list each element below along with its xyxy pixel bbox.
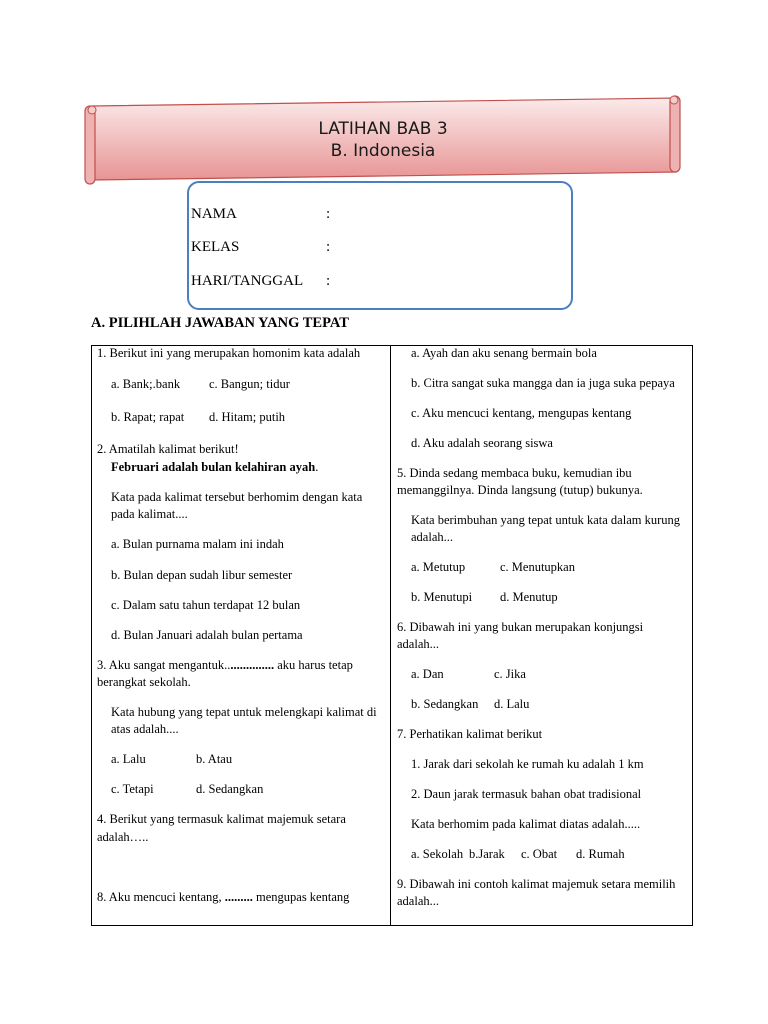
q3-text-a: 3. Aku sangat mengantuk.. bbox=[97, 658, 231, 672]
identity-label: KELAS bbox=[191, 239, 240, 255]
q7-option-a: a. Sekolah bbox=[411, 847, 464, 861]
question-6-line-2: adalah... bbox=[397, 637, 439, 651]
q3-text-c: aku harus tetap bbox=[274, 658, 353, 672]
q7-option-b: b.Jarak bbox=[469, 847, 505, 861]
q5-option-d: d. Menutup bbox=[500, 590, 558, 604]
identity-label: HARI/TANGGAL bbox=[191, 273, 304, 289]
q6-option-b: b. Sedangkan bbox=[411, 697, 479, 711]
identity-box bbox=[187, 181, 573, 310]
question-5-line-2: memanggilnya. Dinda langsung (tutup) bukunya. bbox=[397, 483, 643, 497]
identity-row-nama bbox=[191, 205, 331, 223]
question-6-line-1: 6. Dibawah ini yang bukan merupakan konjungsi bbox=[397, 620, 644, 634]
question-9-line-1: 9. Dibawah ini contoh kalimat majemuk setara memilih bbox=[397, 877, 676, 891]
q7-instruction: Kata berhomim pada kalimat diatas adalah..... bbox=[411, 817, 641, 831]
question-3-line-2: berangkat sekolah. bbox=[97, 675, 191, 689]
question-4-line-1: 4. Berikut yang termasuk kalimat majemuk setara bbox=[97, 812, 346, 826]
q2-option-d: d. Bulan Januari adalah bulan pertama bbox=[111, 628, 303, 642]
section-heading: A. PILIHLAH JAWABAN YANG TEPAT bbox=[91, 315, 349, 331]
q5-option-a: a. Metutup bbox=[411, 560, 466, 574]
q4-option-d: d. Aku adalah seorang siswa bbox=[411, 436, 553, 450]
q8-text-c: mengupas kentang bbox=[252, 890, 350, 904]
q5-instruction-line-2: adalah... bbox=[411, 530, 453, 544]
q2-sentence-bold: Februari adalah bulan kelahiran ayah bbox=[111, 460, 316, 474]
q7-option-d: d. Rumah bbox=[576, 847, 625, 861]
identity-colon: : bbox=[326, 206, 331, 222]
title-line-1: LATIHAN BAB 3 bbox=[318, 119, 448, 139]
q4-option-b: b. Citra sangat suka mangga dan ia juga suka pepaya bbox=[411, 376, 675, 390]
q4-option-a: a. Ayah dan aku senang bermain bola bbox=[411, 346, 597, 360]
question-1: 1. Berikut ini yang merupakan homonim kata adalah bbox=[97, 346, 361, 360]
q3-option-a: a. Lalu bbox=[111, 752, 146, 766]
identity-row-kelas bbox=[191, 238, 331, 256]
question-9-line-2: adalah... bbox=[397, 894, 439, 908]
q2-option-c: c. Dalam satu tahun terdapat 12 bulan bbox=[111, 598, 301, 612]
question-3-line-1 bbox=[97, 657, 353, 674]
q8-text-a: 8. Aku mencuci kentang, bbox=[97, 890, 225, 904]
q7-item-2: 2. Daun jarak termasuk bahan obat tradisional bbox=[411, 787, 642, 801]
q3-instruction-line-1: Kata hubung yang tepat untuk melengkapi kalimat di bbox=[111, 705, 377, 719]
q2-option-b: b. Bulan depan sudah libur semester bbox=[111, 568, 293, 582]
identity-colon: : bbox=[326, 239, 331, 255]
question-7: 7. Perhatikan kalimat berikut bbox=[397, 727, 543, 741]
q5-option-c: c. Menutupkan bbox=[500, 560, 575, 574]
q3-option-d: d. Sedangkan bbox=[196, 782, 264, 796]
q5-instruction-line-1: Kata berimbuhan yang tepat untuk kata dalam kurung bbox=[411, 513, 681, 527]
question-5-line-1: 5. Dinda sedang membaca buku, kemudian ibu bbox=[397, 466, 632, 480]
question-8 bbox=[97, 889, 349, 906]
q3-blank: .............. bbox=[230, 658, 275, 672]
question-2: 2. Amatilah kalimat berikut! bbox=[97, 442, 239, 456]
q1-option-d: d. Hitam; putih bbox=[209, 410, 286, 424]
q2-option-a: a. Bulan purnama malam ini indah bbox=[111, 537, 284, 551]
q6-option-d: d. Lalu bbox=[494, 697, 530, 711]
q3-instruction-line-2: atas adalah.... bbox=[111, 722, 179, 736]
q7-option-c: c. Obat bbox=[521, 847, 558, 861]
q6-option-c: c. Jika bbox=[494, 667, 526, 681]
identity-colon: : bbox=[326, 273, 331, 289]
q2-instruction-line-1: Kata pada kalimat tersebut berhomim dengan kata bbox=[111, 490, 363, 504]
q5-option-b: b. Menutupi bbox=[411, 590, 473, 604]
q3-option-c: c. Tetapi bbox=[111, 782, 154, 796]
banner-title bbox=[95, 118, 671, 162]
q6-option-a: a. Dan bbox=[411, 667, 444, 681]
title-line-2: B. Indonesia bbox=[330, 141, 436, 161]
q2-sentence-end: . bbox=[315, 460, 319, 474]
q2-instruction-line-2: pada kalimat.... bbox=[111, 507, 188, 521]
q4-option-c: c. Aku mencuci kentang, mengupas kentang bbox=[411, 406, 632, 420]
q3-option-b: b. Atau bbox=[196, 752, 233, 766]
q8-blank: ......... bbox=[224, 890, 253, 904]
q2-sentence bbox=[111, 459, 318, 476]
identity-label: NAMA bbox=[191, 206, 237, 222]
question-4-line-2: adalah….. bbox=[97, 830, 149, 844]
identity-row-hari-tanggal bbox=[191, 272, 331, 290]
column-divider bbox=[390, 345, 391, 926]
q1-option-a: a. Bank;.bank bbox=[111, 377, 181, 391]
q1-option-c: c. Bangun; tidur bbox=[209, 377, 290, 391]
q7-item-1: 1. Jarak dari sekolah ke rumah ku adalah 1 km bbox=[411, 757, 644, 771]
q1-option-b: b. Rapat; rapat bbox=[111, 410, 185, 424]
